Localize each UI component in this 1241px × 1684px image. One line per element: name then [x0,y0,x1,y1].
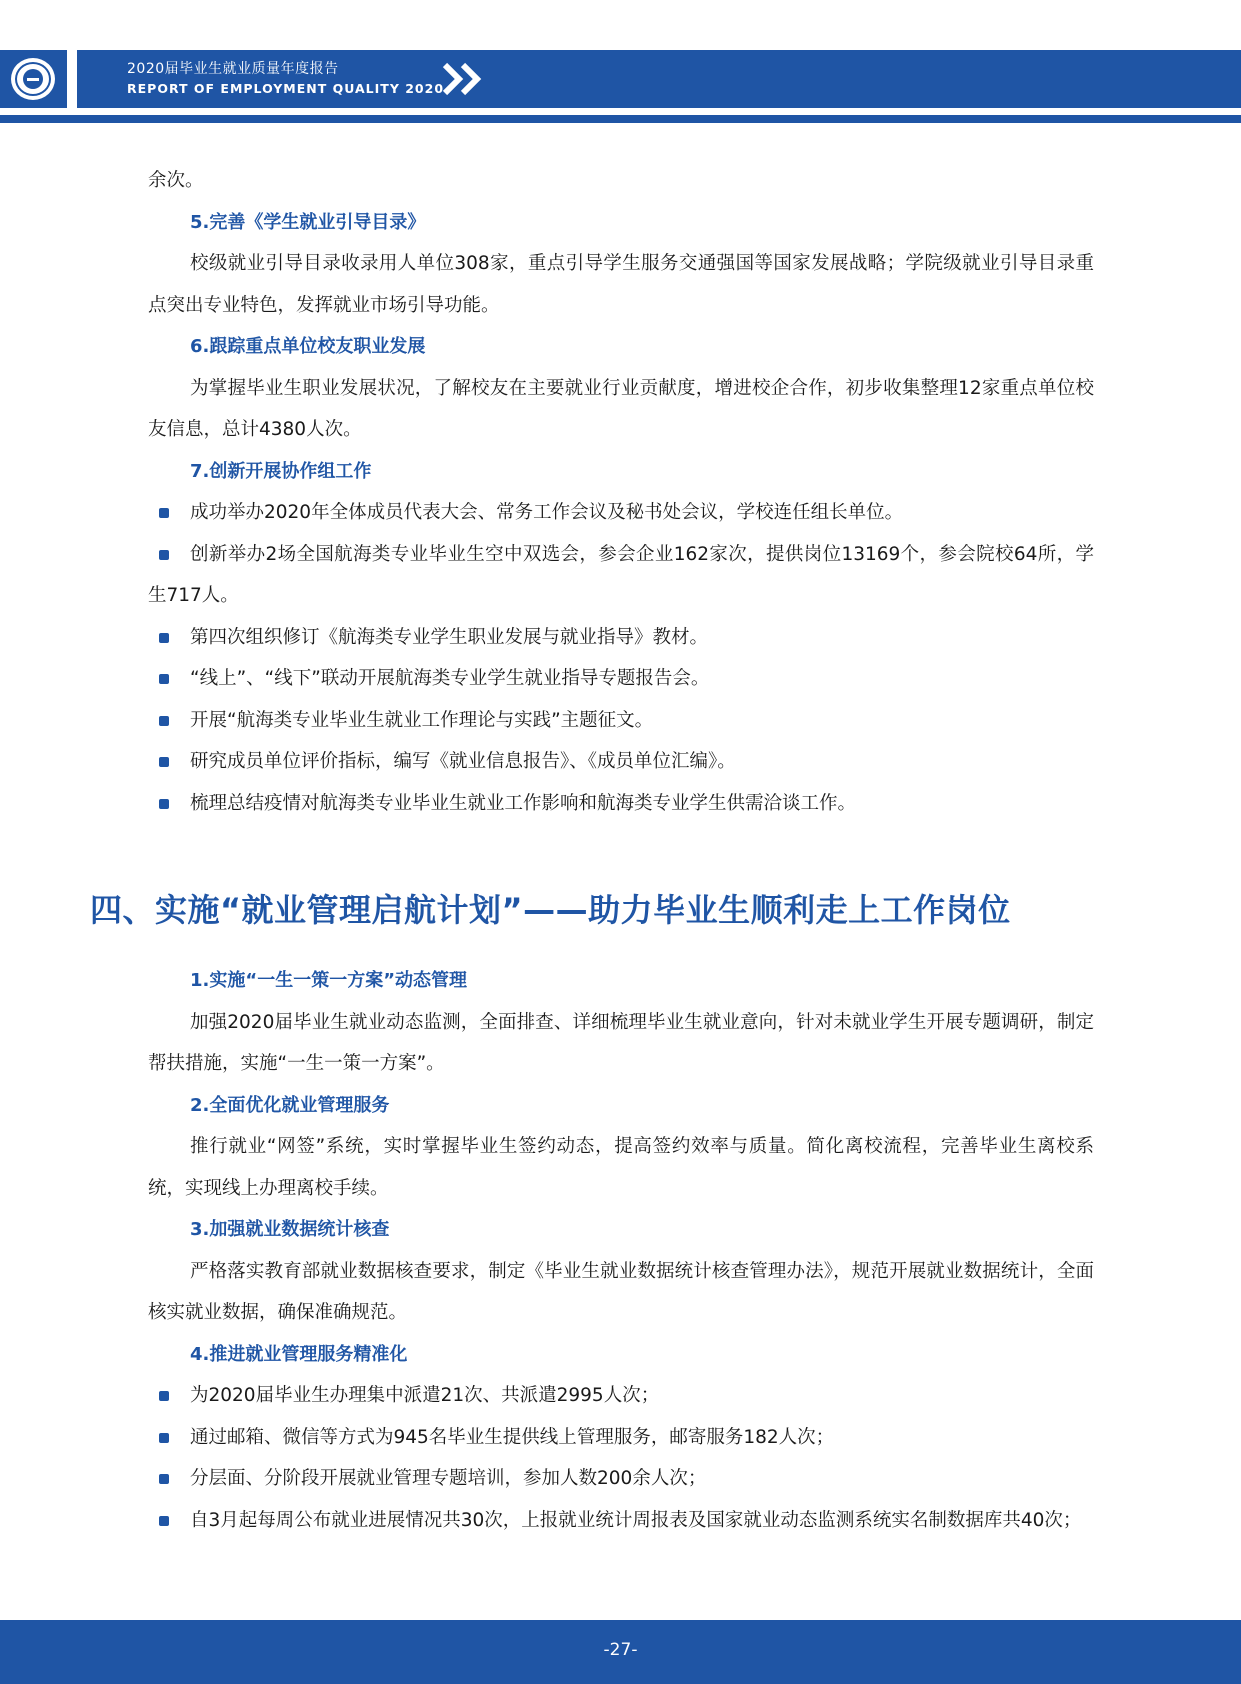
square-bullet-icon [159,674,169,684]
subheading-1: 1.实施“一生一策一方案”动态管理 [190,970,468,991]
lower-content [148,960,1094,1541]
paragraph-1: 加强2020届毕业生就业动态监测，全面排查、详细梳理毕业生就业意向，针对未就业学生开展专题调研，制定帮扶措施，实施“一生一策一方案”。 [148,1011,1094,1074]
section-heading: 四、实施“就业管理启航计划”——助力毕业生顺利走上工作岗位 [90,891,1011,929]
list-item [148,741,1094,783]
bullet-text: 为2020届毕业生办理集中派遣21次、共派遣2995人次； [190,1385,660,1406]
university-emblem-logo [11,58,55,100]
square-bullet-icon [159,757,169,767]
report-title: 2020届毕业生就业质量年度报告 [127,61,339,77]
report-subtitle: REPORT OF EMPLOYMENT QUALITY 2020 [127,81,445,96]
upper-content [148,160,1094,824]
footer-band [0,1620,1241,1684]
square-bullet-icon [159,1391,169,1401]
double-chevron-right-icon [441,62,485,96]
header-logo-box [0,50,67,108]
paragraph-6: 为掌握毕业生职业发展状况，了解校友在主要就业行业贡献度，增进校企合作，初步收集整理12家重点单位校友信息，总计4380人次。 [148,377,1094,440]
bullet-text: 第四次组织修订《航海类专业学生职业发展与就业指导》教材。 [190,626,709,648]
page-number: -27- [603,1640,638,1660]
bullet-text: “线上”、“线下”联动开展航海类专业学生就业指导专题报告会。 [190,668,710,689]
list-item [148,1417,1094,1459]
continued-text: 余次。 [148,170,204,191]
list-item [148,617,1094,659]
list-item [148,700,1094,742]
subheading-3: 3.加强就业数据统计核查 [190,1219,390,1240]
header-rule [0,115,1241,123]
bullet-text: 自3月起每周公布就业进展情况共30次，上报就业统计周报表及国家就业动态监测系统实名制数据库共40次； [190,1509,1082,1531]
square-bullet-icon [159,1516,169,1526]
subheading-5: 5.完善《学生就业引导目录》 [190,211,426,233]
list-item [148,534,1094,617]
bullet-text: 通过邮箱、微信等方式为945名毕业生提供线上管理服务，邮寄服务182人次； [190,1426,835,1448]
square-bullet-icon [159,716,169,726]
list-item [148,492,1094,534]
list-item [148,1375,1094,1417]
bullet-text: 成功举办2020年全体成员代表大会、常务工作会议及秘书处会议，学校连任组长单位。 [190,502,904,523]
bullet-text: 研究成员单位评价指标，编写《就业信息报告》、《成员单位汇编》。 [190,751,736,772]
paragraph-3: 严格落实教育部就业数据核查要求，制定《毕业生就业数据统计核查管理办法》，规范开展就业数据统计，全面核实就业数据，确保准确规范。 [148,1260,1094,1323]
square-bullet-icon [159,1433,169,1443]
header-band [77,50,1241,108]
subheading-7: 7.创新开展协作组工作 [190,460,372,482]
square-bullet-icon [159,508,169,518]
bullet-text: 梳理总结疫情对航海类专业毕业生就业工作影响和航海类专业学生供需洽谈工作。 [190,792,857,814]
subheading-2: 2.全面优化就业管理服务 [190,1094,390,1116]
paragraph-5: 校级就业引导目录收录用人单位308家，重点引导学生服务交通强国等国家发展战略；学院级就业引导目录重点突出专业特色，发挥就业市场引导功能。 [148,253,1094,316]
bullet-text: 分层面、分阶段开展就业管理专题培训，参加人数200余人次； [190,1468,707,1489]
subheading-6: 6.跟踪重点单位校友职业发展 [190,336,426,357]
square-bullet-icon [159,799,169,809]
square-bullet-icon [159,633,169,643]
paragraph-2: 推行就业“网签”系统，实时掌握毕业生签约动态，提高签约效率与质量。简化离校流程，完善毕业生离校系统，实现线上办理离校手续。 [148,1136,1094,1199]
subheading-4: 4.推进就业管理服务精准化 [190,1343,408,1365]
list-item [148,1500,1094,1542]
square-bullet-icon [159,550,169,560]
list-item [148,1458,1094,1500]
bullet-text: 开展“航海类专业毕业生就业工作理论与实践”主题征文。 [190,709,654,731]
list-item [148,658,1094,700]
bullet-text: 创新举办2场全国航海类专业毕业生空中双选会，参会企业162家次，提供岗位13169个，参会院校64所，学生717人。 [148,543,1094,606]
list-item [148,783,1094,825]
square-bullet-icon [159,1474,169,1484]
